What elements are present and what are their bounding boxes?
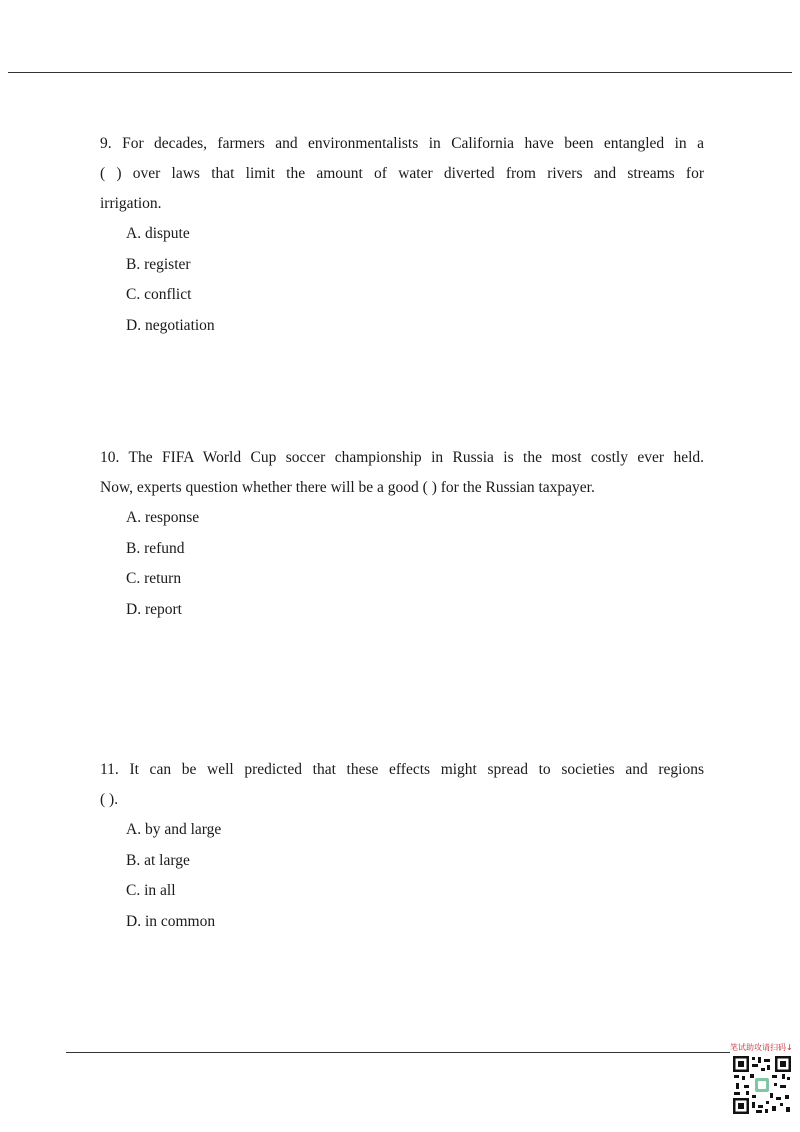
stem-line: irrigation. [100, 195, 162, 212]
option-c: C. conflict [126, 286, 192, 303]
option-list [100, 815, 704, 937]
option-d: D. negotiation [126, 316, 215, 334]
stem-line: ( ). [100, 791, 119, 808]
header-rule [8, 72, 792, 73]
option-d: D. report [126, 600, 182, 618]
option-d: D. in common [126, 912, 216, 930]
option-list [100, 219, 704, 341]
option-b: B. register [126, 255, 191, 273]
option-a: A. dispute [126, 225, 190, 242]
option-a: A. response [126, 509, 200, 526]
option-c: C. return [126, 570, 182, 587]
stem-line: Now, experts question whether there will be a good ( ) for the Russian taxpayer. [100, 479, 595, 496]
question-stem [100, 755, 704, 815]
qr-block [724, 1043, 796, 1115]
option-c: C. in all [126, 882, 176, 899]
question-11 [100, 755, 704, 937]
footer-rule [66, 1052, 730, 1053]
stem-line: ( ) over laws that limit the amount of water diverted from rivers and streams for [100, 165, 704, 182]
question-stem [100, 443, 704, 503]
qr-caption: 笔试助攻请扫码↓ [730, 1043, 793, 1052]
option-a: A. by and large [126, 821, 222, 838]
stem-line: 10. The FIFA World Cup soccer championship in Russia is the most costly ever held. [100, 449, 704, 466]
stem-line: 9. For decades, farmers and environmentalists in California have been entangled in a [100, 135, 704, 152]
option-b: B. at large [126, 851, 190, 869]
option-b: B. refund [126, 539, 185, 557]
option-list [100, 503, 704, 625]
stem-line: 11. It can be well predicted that these effects might spread to societies and regions [100, 761, 704, 778]
question-10 [100, 443, 704, 625]
question-stem [100, 129, 704, 219]
question-9 [100, 129, 704, 341]
qr-code-icon[interactable] [732, 1055, 792, 1115]
